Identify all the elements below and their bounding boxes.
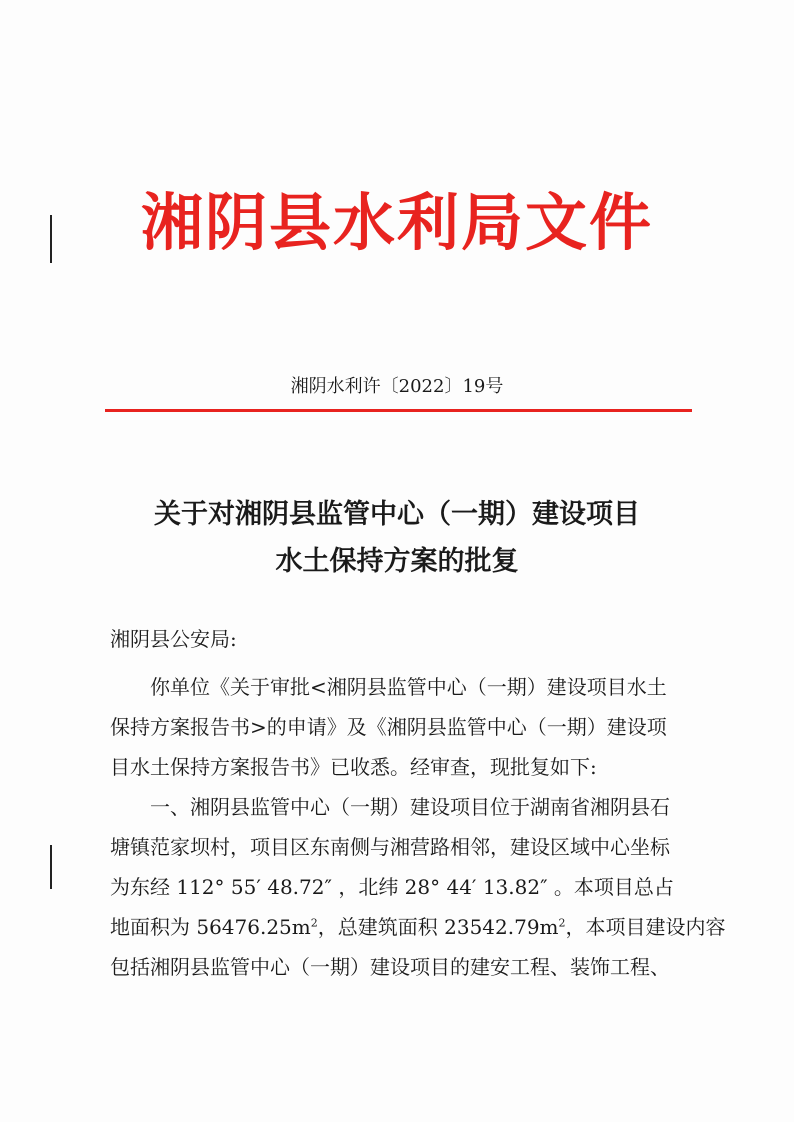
superscript-2: 2: [310, 916, 318, 930]
area-text-part-1: 地面积为 56476.25m: [110, 915, 311, 939]
document-title-line-2: 水土保持方案的批复: [275, 546, 519, 577]
red-divider-line: [105, 409, 692, 412]
body-paragraph-line-area: [110, 912, 726, 942]
document-number: 湘阴水利许〔2022〕19号: [290, 376, 504, 397]
binding-mark-bottom: [50, 845, 52, 889]
red-header-title: 湘阴县水利局文件: [140, 186, 653, 259]
document-title-line-1: 关于对湘阴县监管中心（一期）建设项目: [154, 499, 640, 530]
body-paragraph-line: 包括湘阴县监管中心（一期）建设项目的建安工程、装饰工程、: [110, 955, 670, 979]
area-text-part-3: ，本项目建设内容: [565, 915, 726, 939]
body-paragraph-line: 目水土保持方案报告书》已收悉。经审查，现批复如下:: [110, 755, 597, 779]
body-paragraph-line: 一、湘阴县监管中心（一期）建设项目位于湖南省湘阴县石: [150, 795, 670, 819]
area-text-part-2: ，总建筑面积 23542.79m: [317, 915, 559, 939]
body-paragraph-line: 塘镇范家坝村，项目区东南侧与湘营路相邻，建设区域中心坐标: [110, 835, 670, 859]
body-paragraph-line: 为东经 112° 55′ 48.72″ ，北纬 28° 44′ 13.82″ 。本项目总占: [110, 875, 674, 899]
salutation: 湘阴县公安局:: [110, 627, 237, 651]
body-paragraph-line: 保持方案报告书>的申请》及《湘阴县监管中心（一期）建设项: [110, 715, 667, 739]
superscript-2: 2: [558, 916, 566, 930]
body-paragraph-line: 你单位《关于审批<湘阴县监管中心（一期）建设项目水土: [150, 675, 667, 699]
